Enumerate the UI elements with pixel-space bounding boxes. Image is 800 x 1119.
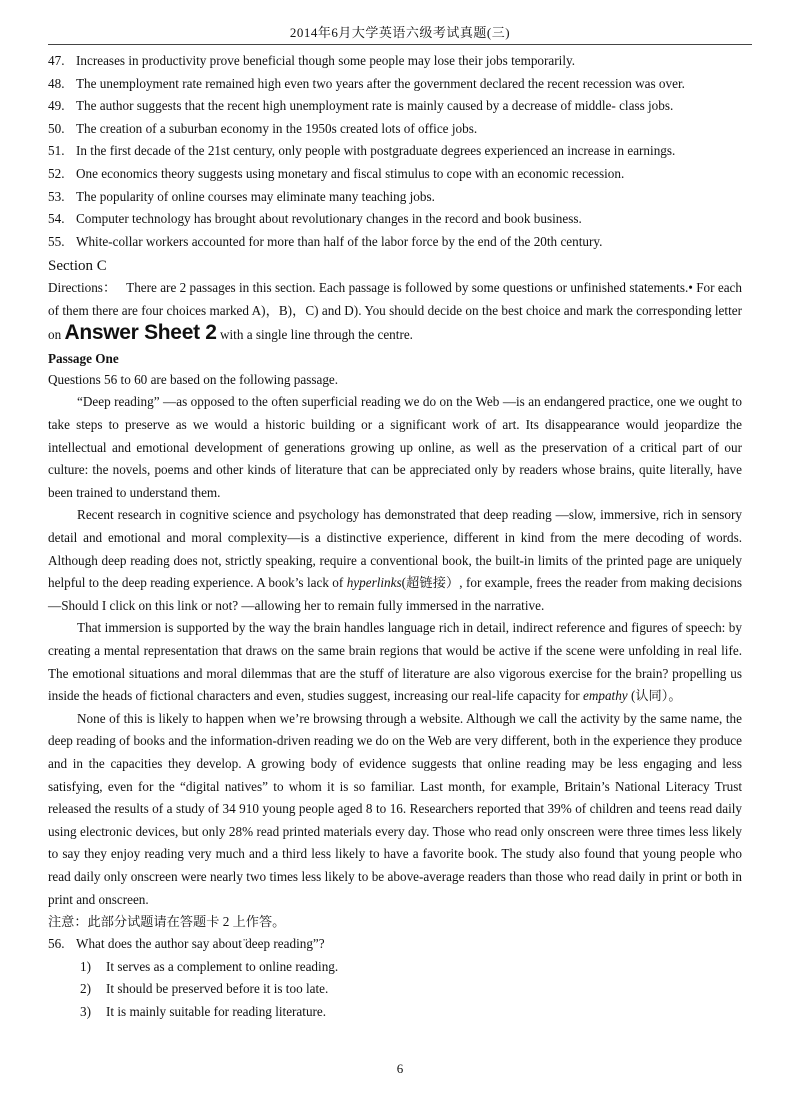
statement-item xyxy=(48,208,742,231)
paragraph-text: , for example, frees the reader from making decisions—Should I click on this link or not? —allowing her to remain fully immersed in the narrative. xyxy=(48,575,742,613)
option-item xyxy=(48,956,742,979)
option-text: It serves as a complement to online reading. xyxy=(106,958,339,974)
question-56 xyxy=(48,933,742,956)
section-directions xyxy=(48,277,742,347)
statement-item xyxy=(48,50,742,73)
option-label: 2) xyxy=(80,981,91,997)
passage-title: Passage One xyxy=(48,350,119,366)
glossed-term: hyperlinks xyxy=(346,575,402,591)
term-gloss: (超链接） xyxy=(401,575,460,591)
statement-item xyxy=(48,95,742,118)
statement-number: 48. xyxy=(48,75,65,91)
statement-text: The unemployment rate remained high even two years after the government declared the recent recession was over. xyxy=(76,75,685,91)
statement-number: 54. xyxy=(48,211,65,227)
header-title: 2014年6月大学英语六级考试真题(三) xyxy=(289,25,511,40)
option-item xyxy=(48,978,742,1001)
option-text: It is mainly suitable for reading literature. xyxy=(106,1003,327,1019)
statement-text: The author suggests that the recent high unemployment rate is mainly caused by a decrease of middle- class jobs. xyxy=(76,98,674,114)
passage-intro: Questions 56 to 60 are based on the following passage. xyxy=(48,371,339,387)
answer-sheet-label: Answer Sheet 2 xyxy=(64,321,217,345)
statement-text: White-collar workers accounted for more than half of the labor force by the end of the 20th century. xyxy=(76,233,603,249)
statement-number: 52. xyxy=(48,165,65,181)
page-number: 6 xyxy=(396,1061,404,1076)
directions-text: There are 2 passages in this section. Each passage is followed by some questions or unfinished statements.• For each of them there are four choices marked A)，B)，C) and D). You should decide on the best choice and mark the corresponding letter on xyxy=(48,280,743,343)
statement-number: 47. xyxy=(48,53,65,68)
statement-item xyxy=(48,73,742,96)
glossed-term: empathy xyxy=(582,688,628,704)
directions-label: Directions： xyxy=(48,280,117,296)
statement-list xyxy=(48,50,742,253)
paragraph-text: Recent research in cognitive science and psychology has demonstrated that deep reading —slow, immersive, rich in sensory detail and emotional and moral complexity—is a distinctive experience, different in kind from the mere decoding of words. Although deep reading does not, strictly speaking, require a conventional book, the built-in limits of the printed page are uniquely helpful to the deep reading experience. A book’s lack of xyxy=(48,507,742,591)
statement-text: One economics theory suggests using monetary and fiscal stimulus to cope with an economic recession. xyxy=(76,165,625,181)
option-label: 3) xyxy=(80,1003,91,1019)
statement-number: 55. xyxy=(48,233,65,249)
statement-item xyxy=(48,163,742,186)
option-label: 1) xyxy=(80,958,91,974)
statement-number: 53. xyxy=(48,188,65,204)
passage-paragraph-4: None of this is likely to happen when we’re browsing through a website. Although we call the activity by the same name, the deep reading of books and the information-driven reading we do on the Web are very different, both in the experience they produce and in the capacities they develop. A growing body of evidence suggests that online reading may be less engaging and less satisfying, even for the “digital natives” to whom it is so familiar. Last month, for example, Britain’s National Literacy Trust released the results of a study of 34 910 young people aged 8 to 16. Researchers reported that 39% of children and teens read daily using electronic devices, but only 28% read printed materials every day. Those who read only onscreen were three times less likely to say they enjoy reading very much and a third less likely to have a favorite book. The study also found that young people who read daily only onscreen were nearly two times less likely to be above-average readers than those who read daily in print or both in print and onscreen. xyxy=(48,710,742,907)
statement-text: The popularity of online courses may eliminate many teaching jobs. xyxy=(76,188,435,204)
option-item xyxy=(48,1001,742,1024)
passage-paragraph-2 xyxy=(48,504,742,617)
paragraph-text: That immersion is supported by the way the brain handles language rich in detail, indirect reference and figures of speech: by creating a mental representation that draws on the same brain regions that would be active if the scene were unfolding in real life. The emotional situations and moral dilemmas that are the stuff of literature are also vigorous exercise for the brain? propelling us inside the heads of fictional characters and even, studies suggest, increasing our real-life capacity for xyxy=(48,620,742,704)
statement-item xyxy=(48,231,742,254)
passage-paragraph-3 xyxy=(48,617,742,707)
page-header xyxy=(48,0,752,45)
page-content xyxy=(48,50,742,1023)
option-text: It should be preserved before it is too late. xyxy=(106,981,329,997)
statement-text: Increases in productivity prove beneficial though some people may lose their jobs temporarily. xyxy=(76,53,576,68)
answer-note: 注意：此部分试题请在答题卡 2 上作答。 xyxy=(48,914,286,930)
passage-paragraph-1: “Deep reading” —as opposed to the often superficial reading we do on the Web —is an endangered practice, one we ought to take steps to preserve as we would a historic building or a significant work of art. Its disappearance would jeopardize the intellectual and emotional development of generations growing up online, as well as the preservation of a critical part of our culture: the novels, poems and other kinds of literature that can be appreciated only by readers whose brains, quite literally, have been trained to understand them. xyxy=(48,394,742,500)
statement-number: 50. xyxy=(48,120,65,136)
question-text: What does the author say about ̈deep reading”? xyxy=(76,936,325,952)
statement-text: Computer technology has brought about revolutionary changes in the record and book business. xyxy=(76,211,582,227)
statement-text: In the first decade of the 21st century, only people with postgraduate degrees experienced an increase in earnings. xyxy=(76,143,676,159)
statement-text: The creation of a suburban economy in the 1950s created lots of office jobs. xyxy=(76,120,478,136)
statement-item xyxy=(48,140,742,163)
statement-number: 49. xyxy=(48,98,65,114)
section-title: Section C xyxy=(48,258,107,275)
statement-item xyxy=(48,118,742,141)
statement-item xyxy=(48,186,742,209)
directions-tail: with a single line through the centre. xyxy=(219,327,413,343)
statement-number: 51. xyxy=(48,143,65,159)
question-number: 56. xyxy=(48,936,65,952)
term-gloss: (认同）。 xyxy=(630,688,682,704)
